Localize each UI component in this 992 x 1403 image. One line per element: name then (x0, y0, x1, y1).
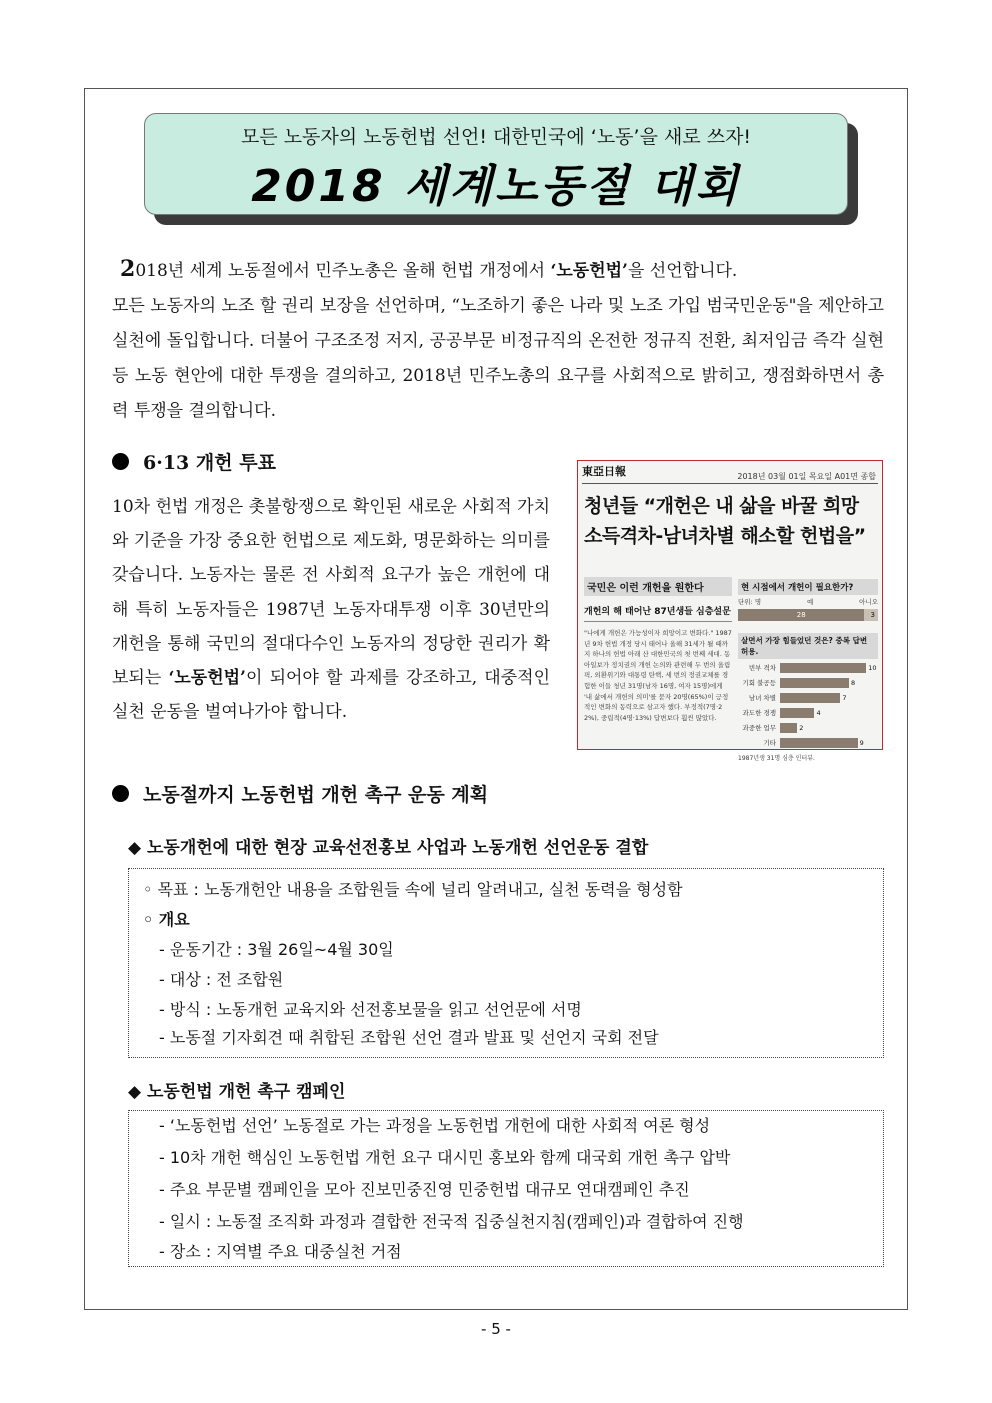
plan-target: - 대상 : 전 조합원 (159, 970, 284, 989)
survey-q2-value: 9 (859, 738, 864, 747)
intro-paragraph (112, 252, 884, 429)
survey-q2-title: 살면서 가장 힘들었던 것은? 중복 답변 허용. (738, 633, 878, 659)
section-heading-plan-text: 노동절까지 노동헌법 개헌 촉구 운동 계획 (143, 784, 489, 806)
survey-q2-track (780, 663, 878, 673)
campaign-item: - 일시 : 노동절 조직화 과정과 결합한 전국적 집중실천지침(캠페인)과 결합하여 진행 (159, 1212, 744, 1231)
survey-q1-yes-bar: 28 (738, 609, 864, 621)
newspaper-clipping (577, 460, 883, 762)
survey-note: 1987년생 31명 심층 인터뷰. (738, 755, 815, 762)
survey-q1-no-label: 아니오 (859, 598, 878, 606)
intro-line1-bold: ‘노동헌법’ (550, 261, 628, 281)
news-box-title: 국민은 이런 개헌을 원한다 (584, 577, 732, 596)
vote-text-b: 이 되어야 할 과제를 강조하고, 대중적인 실천 운동을 벌여나가야 합니다. (112, 668, 550, 723)
intro-line1-b: 을 선언합니다. (627, 261, 738, 281)
banner-subtitle: 모든 노동자의 노동헌법 선언! 대한민국에 ‘노동’을 새로 쓰자! (240, 126, 752, 148)
section-heading-vote (112, 448, 276, 475)
news-rule (582, 483, 878, 484)
title-banner (144, 113, 848, 215)
banner-title: 2018 세계노동절 대회 (251, 161, 741, 212)
campaign-item: - 장소 : 지역별 주요 대중실천 거점 (159, 1242, 402, 1261)
plan-overview: ◦ 개요 (143, 910, 190, 929)
survey-q1-bar (738, 609, 878, 621)
survey-q2-track (780, 738, 878, 748)
survey-q2-row (738, 721, 878, 734)
subheading-education: ◆ 노동개헌에 대한 현장 교육선전홍보 사업과 노동개헌 선언운동 결합 (128, 838, 649, 858)
news-body: "나에게 개헌은 가능성이자 희망이고 변화다." 1987년 9차 헌법 개정 당시 태어나 올해 31세가 될 때까지 하나의 헌법 아래 산 대한민국의 첫 번째 세대. 동아일보가 정치권의 개헌 논의와 관련해 두 번의 올림픽, 외환위기와 대통령 탄핵, 세 번의 정권교체를 경험한 이들 청년 31명(남자 16명, 여자 15명)에게 '내 삶에서 개헌의 의미'를 묻자 20명(65%)이 긍정적인 변화의 동력으로 삼고자 했다. 부정적(7명·22%), 중립적(4명·13%) 답변보다 훨씬 많았다. (584, 629, 732, 722)
survey-q2-track (780, 678, 878, 688)
survey-q2-value: 10 (868, 663, 877, 672)
news-left-column (584, 577, 732, 723)
bullet-icon (112, 785, 129, 802)
survey-q2-label: 과도한 경쟁 (742, 709, 776, 717)
survey-q2-label: 기회 불공등 (742, 679, 776, 687)
survey-q2-chart (738, 661, 878, 749)
section-heading-vote-text: 6·13 개헌 투표 (143, 452, 276, 474)
survey-q2-label: 빈부 격차 (748, 664, 776, 672)
survey-q1-legend (738, 597, 878, 606)
survey-q2-value: 2 (799, 723, 804, 732)
bullet-icon (112, 453, 129, 470)
campaign-box (128, 1110, 884, 1267)
survey-q2-row (738, 661, 878, 674)
page-number: - 5 - (481, 1320, 511, 1338)
survey-q1-no-bar: 3 (864, 609, 878, 621)
section-heading-plan (112, 780, 488, 807)
education-plan-box (128, 868, 884, 1058)
news-headline-2: 소득격차-남녀차별 해소할 헌법을” (584, 525, 866, 547)
survey-q2-label: 남녀 차별 (748, 694, 776, 702)
survey-q2-track (780, 723, 878, 733)
survey-q1-yes-label: 예 (806, 598, 814, 606)
survey-q2-value: 7 (842, 693, 847, 702)
intro-first-line (112, 252, 884, 289)
subheading-campaign: ◆ 노동헌법 개헌 촉구 캠페인 (128, 1082, 346, 1102)
survey-q1-unit: 단위: 명 (738, 598, 762, 606)
survey-q2-label: 과중한 업무 (742, 724, 776, 732)
news-headline-1: 청년들 “개헌은 내 삶을 바꿀 희망 (584, 495, 859, 517)
intro-dropcap: 2 (120, 256, 136, 282)
intro-rest: 모든 노동자의 노조 할 권리 보장을 선언하며, “노조하기 좋은 나라 및 노조 가입 범국민운동"을 제안하고 실천에 돌입합니다. 더불어 구조조정 저지, 공공부문 비정규직의 온전한 정규직 전환, 최저임금 즉각 실현 등 노동 현안에 대한 투쟁을 결의하고, 2018년 민주노총의 요구를 사회적으로 밝히고, 쟁점화하면서 총력 투쟁을 결의합니다. (112, 296, 884, 421)
survey-q2-value: 4 (816, 708, 821, 717)
plan-goal: ◦ 목표 : 노동개헌안 내용을 조합원들 속에 널리 알려내고, 실천 동력을 형성함 (143, 880, 683, 899)
plan-period: - 운동기간 : 3월 26일~4월 30일 (159, 940, 394, 959)
news-right-column (738, 579, 878, 762)
vote-paragraph (112, 490, 550, 729)
survey-q2-row (738, 706, 878, 719)
survey-q2-bar (780, 678, 849, 688)
news-masthead: 東亞日報 (582, 465, 626, 478)
plan-method: - 방식 : 노동개헌 교육지와 선전홍보물을 읽고 선언문에 서명 (159, 1000, 582, 1019)
intro-line1-a: 018년 세계 노동절에서 민주노총은 올해 헌법 개정에서 (135, 261, 551, 281)
survey-q2-row (738, 676, 878, 689)
survey-q2-bar (780, 738, 858, 748)
survey-q2-bar (780, 723, 797, 733)
survey-q2-track (780, 693, 878, 703)
campaign-item: - 10차 개헌 핵심인 노동헌법 개헌 요구 대시민 홍보와 함께 대국회 개헌 촉구 압박 (159, 1148, 731, 1167)
vote-text-a: 10차 헌법 개정은 촛불항쟁으로 확인된 새로운 사회적 가치와 기준을 가장 중요한 헌법으로 제도화, 명문화하는 의미를 갖습니다. 노동자는 물론 전 사회적 요구가 높은 개헌에 대해 특히 노동자들은 1987년 노동자대투쟁 이후 30년만의 개헌을 통해 국민의 절대다수인 노동자의 정당한 권리가 확보되는 (112, 497, 550, 689)
survey-q2-row (738, 736, 878, 749)
plan-press: - 노동절 기자회견 때 취합된 조합원 선언 결과 발표 및 선언지 국회 전달 (159, 1028, 659, 1047)
campaign-item: - ‘노동헌법 선언’ 노동절로 가는 과정을 노동헌법 개헌에 대한 사회적 여론 형성 (159, 1116, 711, 1135)
survey-q2-row (738, 691, 878, 704)
survey-q2-bar (780, 708, 814, 718)
survey-q2-value: 8 (850, 678, 856, 687)
vote-text-bold: ‘노동헌법’ (168, 668, 246, 689)
news-date: 2018년 03월 01일 목요일 A01면 종합 (737, 472, 876, 481)
survey-q2-bar (780, 663, 866, 673)
survey-q2-bar (780, 693, 840, 703)
survey-q2-label: 기타 (763, 739, 776, 747)
survey-q2-track (780, 708, 878, 718)
survey-q1-title: 현 시점에서 개헌이 필요한가? (738, 579, 878, 595)
campaign-item: - 주요 부문별 캠페인을 모아 진보민중진영 민중헌법 대규모 연대캠페인 추진 (159, 1180, 690, 1199)
news-subtitle: 개헌의 해 태어난 87년생들 심층설문 (584, 604, 732, 622)
